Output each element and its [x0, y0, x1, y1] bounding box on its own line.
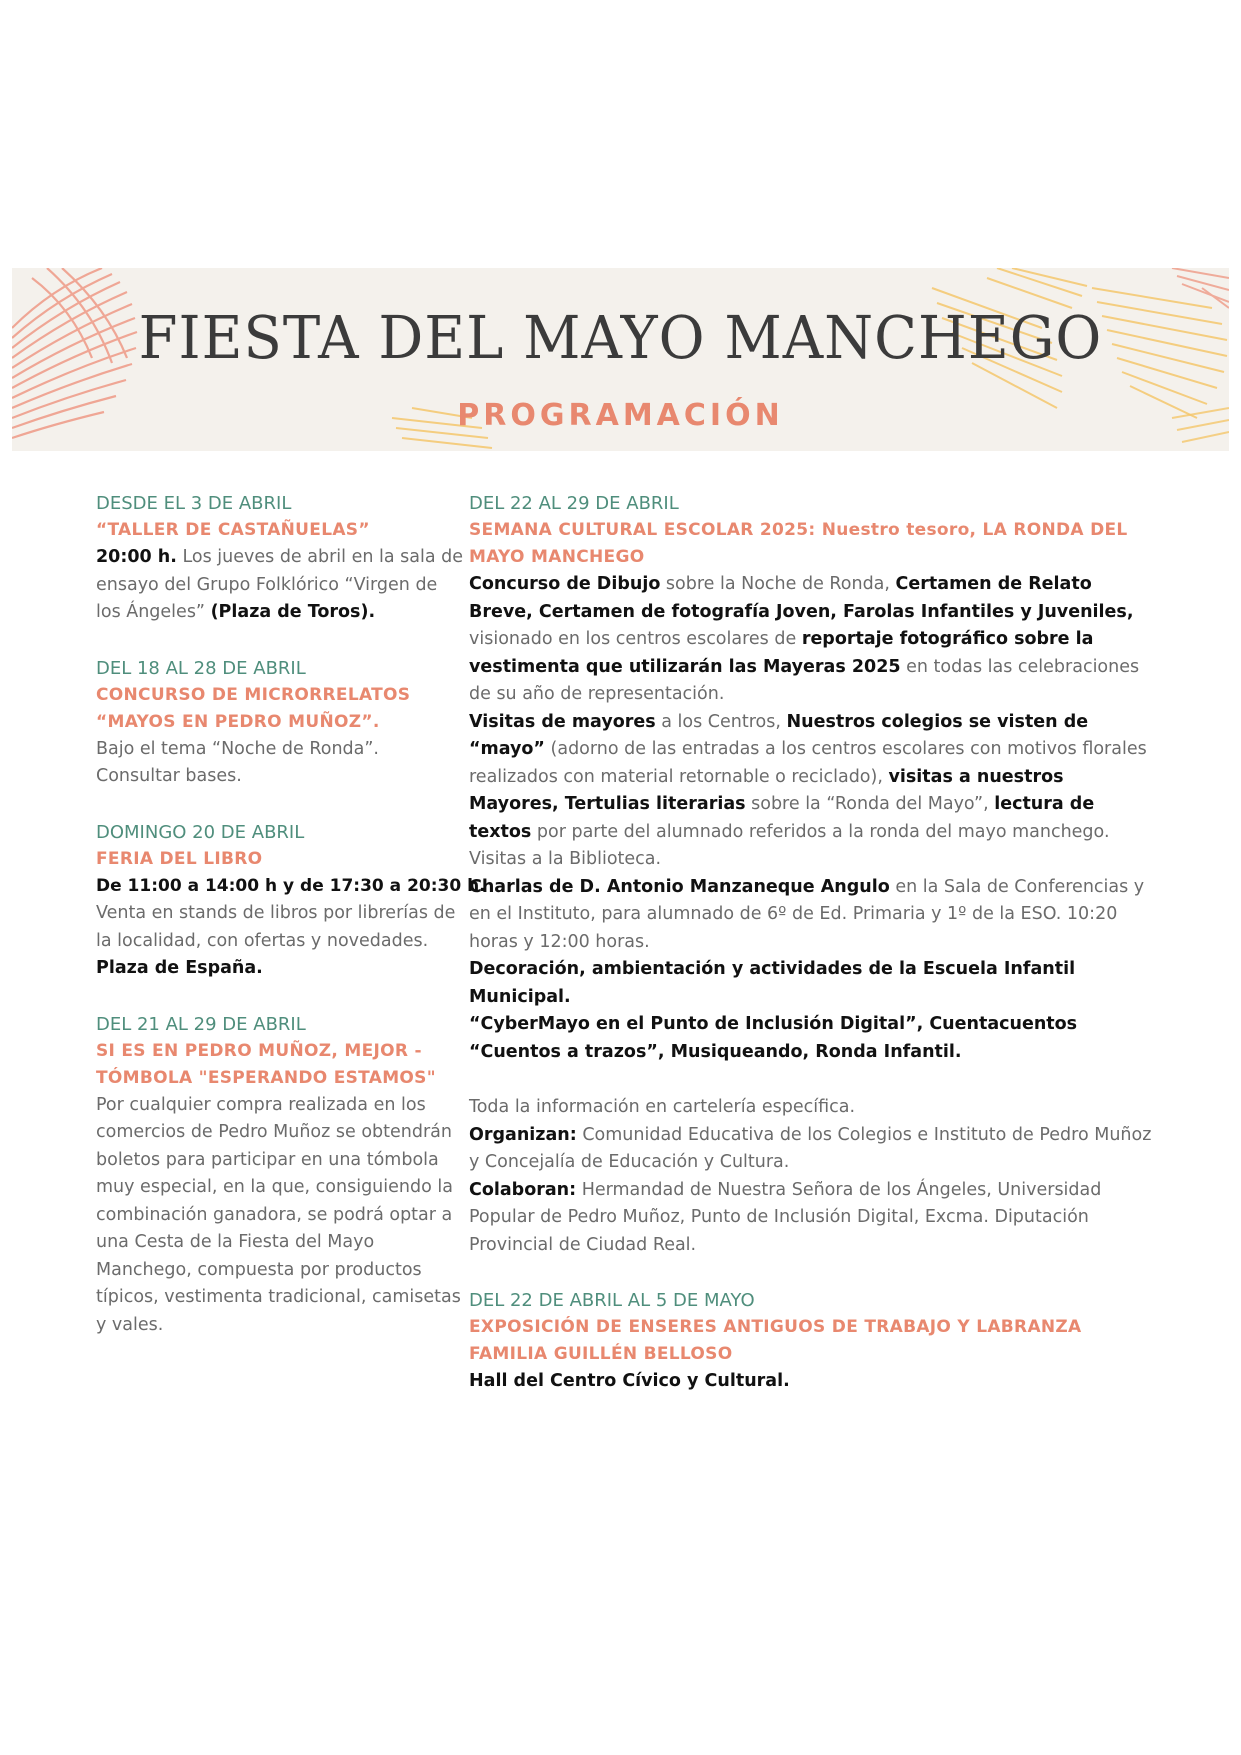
event-time: 20:00 h. [96, 547, 177, 567]
event-date: DEL 21 AL 29 DE ABRIL [96, 1013, 306, 1035]
event-paragraph: “CyberMayo en el Punto de Inclusión Digital”, Cuentacuentos “Cuentos a trazos”, Musiqueando, Ronda Infantil. [469, 1014, 1078, 1062]
event-title: CONCURSO DE MICRORRELATOS [96, 684, 411, 705]
event-title: EXPOSICIÓN DE ENSERES ANTIGUOS DE TRABAJO Y LABRANZA [469, 1317, 1082, 1337]
event-paragraph: Visitas de mayores a los Centros, Nuestros colegios se visten de “mayo” (adorno de las entradas a los centros escolares con motivos florales realizados con material retornable o reciclado), visitas a nuestros Mayores, Tertulias literarias sobre la “Ronda del Mayo”, lectura de textos por parte del alumnado referidos a la ronda del mayo manchego. Visitas a la Biblioteca. [469, 711, 1147, 869]
banner-title: FIESTA DEL MAYO MANCHEGO [138, 304, 1103, 373]
event-location: Hall del Centro Cívico y Cultural. [469, 1371, 790, 1391]
event-date: DEL 22 AL 29 DE ABRIL [469, 493, 679, 514]
event-tombola [96, 1011, 466, 1340]
event-title-line2: “MAYOS EN PEDRO MUÑOZ”. [96, 711, 380, 732]
event-semana-cultural [469, 490, 1159, 1066]
event-title: FERIA DEL LIBRO [96, 848, 263, 869]
organizers-info [469, 1094, 1159, 1259]
event-description: Por cualquier compra realizada en los comercios de Pedro Muñoz se obtendrán boletos para participar en una tómbola muy especial, en la que, consiguiendo la combinación ganadora, se podrá optar a una Cesta de la Fiesta del Mayo Manchego, compuesta por productos típicos, vestimenta tradicional, camisetas y vales. [96, 1094, 461, 1335]
event-exposicion [469, 1287, 1159, 1396]
event-description: Bajo el tema “Noche de Ronda”. Consultar bases. [96, 738, 379, 786]
event-date: DESDE EL 3 DE ABRIL [96, 493, 292, 514]
event-paragraph: Charlas de D. Antonio Manzaneque Angulo en la Sala de Conferencias y en el Instituto, para alumnado de 6º de Ed. Primaria y 1º de la ESO. 10:20 horas y 12:00 horas. [469, 876, 1145, 952]
header-banner [12, 268, 1229, 451]
event-title: SEMANA CULTURAL ESCOLAR 2025: Nuestro tesoro, LA RONDA DEL MAYO MANCHEGO [469, 520, 1128, 567]
left-column [96, 490, 486, 1367]
event-description: Venta en stands de libros por librerías de la localidad, con ofertas y novedades. Plaza de España. [96, 903, 456, 978]
event-paragraph: Decoración, ambientación y actividades de la Escuela Infantil Municipal. [469, 959, 1076, 1007]
event-date: DOMINGO 20 DE ABRIL [96, 821, 305, 843]
event-title: “TALLER DE CASTAÑUELAS” [96, 520, 370, 540]
event-title-line2: FAMILIA GUILLÉN BELLOSO [469, 1344, 733, 1364]
event-taller-castanuelas [96, 490, 466, 627]
event-location: Plaza de España. [96, 958, 263, 978]
event-paragraph: Concurso de Dibujo sobre la Noche de Ronda, Certamen de Relato Breve, Certamen de fotografía Joven, Farolas Infantiles y Juveniles, visionado en los centros escolares de reportaje fotográfico sobre la vestimenta que utilizarán las Mayeras 2025 en todas las celebraciones de su año de representación. [469, 574, 1140, 704]
right-column [469, 490, 1159, 1424]
event-location: (Plaza de Toros). [210, 602, 376, 622]
collaborators: Colaboran: Hermandad de Nuestra Señora de los Ángeles, Universidad Popular de Pedro Muñoz, Punto de Inclusión Digital, Excma. Diputación Provincial de Ciudad Real. [469, 1179, 1102, 1255]
event-concurso-microrrelatos [96, 655, 466, 791]
organizers: Organizan: Comunidad Educativa de los Colegios e Instituto de Pedro Muñoz y Concejalía de Educación y Cultura. [469, 1124, 1152, 1172]
event-feria-libro [96, 819, 486, 983]
event-date: DEL 22 DE ABRIL AL 5 DE MAYO [469, 1290, 755, 1311]
info-note: Toda la información en cartelería específica. [469, 1097, 856, 1117]
event-description: 20:00 h. Los jueves de abril en la sala de ensayo del Grupo Folklórico “Virgen de los Ángeles” (Plaza de Toros). [96, 547, 464, 622]
event-time: De 11:00 a 14:00 h y de 17:30 a 20:30 h. [96, 875, 486, 896]
event-date: DEL 18 AL 28 DE ABRIL [96, 657, 306, 679]
banner-subtitle: PROGRAMACIÓN [457, 398, 784, 433]
event-title: SI ES EN PEDRO MUÑOZ, MEJOR - [96, 1040, 422, 1061]
event-title-line2: TÓMBOLA "ESPERANDO ESTAMOS" [96, 1067, 436, 1088]
